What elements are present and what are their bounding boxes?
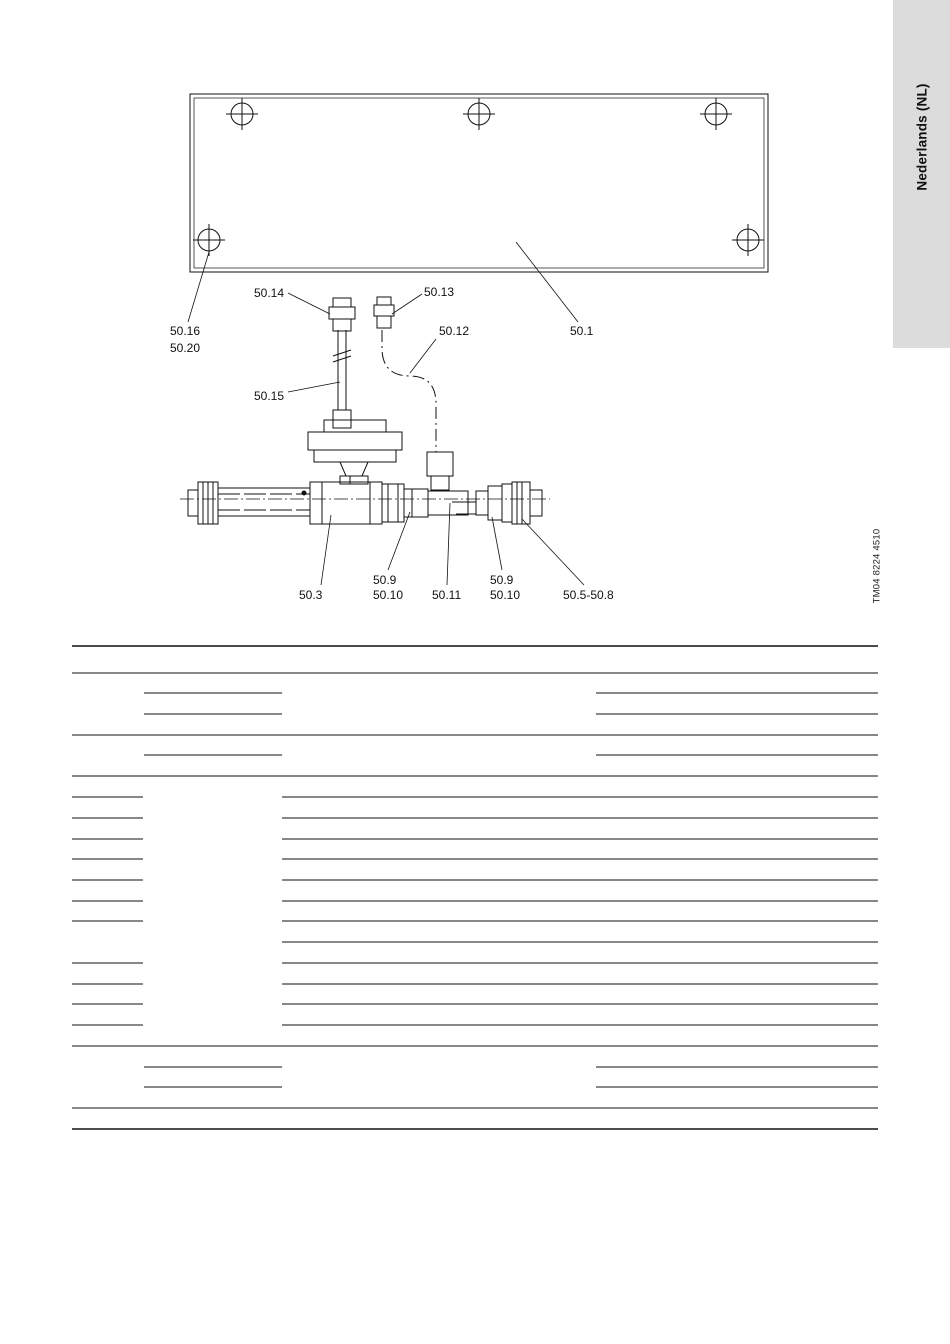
sensor-50-11 bbox=[427, 452, 476, 515]
callout-50-1: 50.1 bbox=[570, 324, 594, 338]
callout-50-5-50-8: 50.5-50.8 bbox=[563, 588, 614, 602]
callout-50-15: 50.15 bbox=[254, 389, 285, 403]
tee-body-50-3 bbox=[310, 476, 382, 524]
callout-50-11: 50.11 bbox=[432, 588, 462, 602]
callout-50-3: 50.3 bbox=[299, 588, 323, 602]
callout-50-10-right: 50.10 bbox=[490, 588, 521, 602]
mounting-hole-icon bbox=[732, 224, 764, 256]
tube-50-15 bbox=[333, 330, 351, 410]
mounting-hole-icon bbox=[700, 98, 732, 130]
mounting-hole-icon bbox=[463, 98, 495, 130]
union-50-9-right bbox=[476, 486, 502, 520]
callout-50-13: 50.13 bbox=[424, 285, 455, 299]
fitting-50-13 bbox=[374, 297, 394, 328]
figure-code: TM04 8224 4510 bbox=[871, 528, 883, 604]
union-50-9-left bbox=[382, 484, 404, 522]
callout-50-10-left: 50.10 bbox=[373, 588, 404, 602]
mounting-hole-icon bbox=[226, 98, 258, 130]
callout-50-9-left: 50.9 bbox=[373, 573, 397, 587]
pipe-left-section bbox=[218, 488, 310, 516]
parts-table bbox=[72, 646, 878, 1129]
cable-50-12 bbox=[382, 330, 436, 452]
pipe-left-union bbox=[188, 482, 218, 524]
union-50-5-50-8 bbox=[502, 482, 542, 524]
callout-50-9-right: 50.9 bbox=[490, 573, 514, 587]
callout-50-14: 50.14 bbox=[254, 286, 285, 300]
callout-50-12: 50.12 bbox=[439, 324, 470, 338]
callout-labels bbox=[170, 285, 614, 602]
reducer-50-10-left bbox=[404, 489, 428, 517]
mounting-holes bbox=[193, 98, 764, 256]
valve-head bbox=[308, 410, 402, 484]
fitting-50-14 bbox=[329, 298, 355, 331]
callout-50-20: 50.20 bbox=[170, 341, 201, 355]
callout-50-16: 50.16 bbox=[170, 324, 201, 338]
language-tab-label: Nederlands (NL) bbox=[914, 83, 929, 191]
mounting-hole-icon bbox=[193, 224, 225, 256]
leader-lines bbox=[188, 242, 584, 585]
